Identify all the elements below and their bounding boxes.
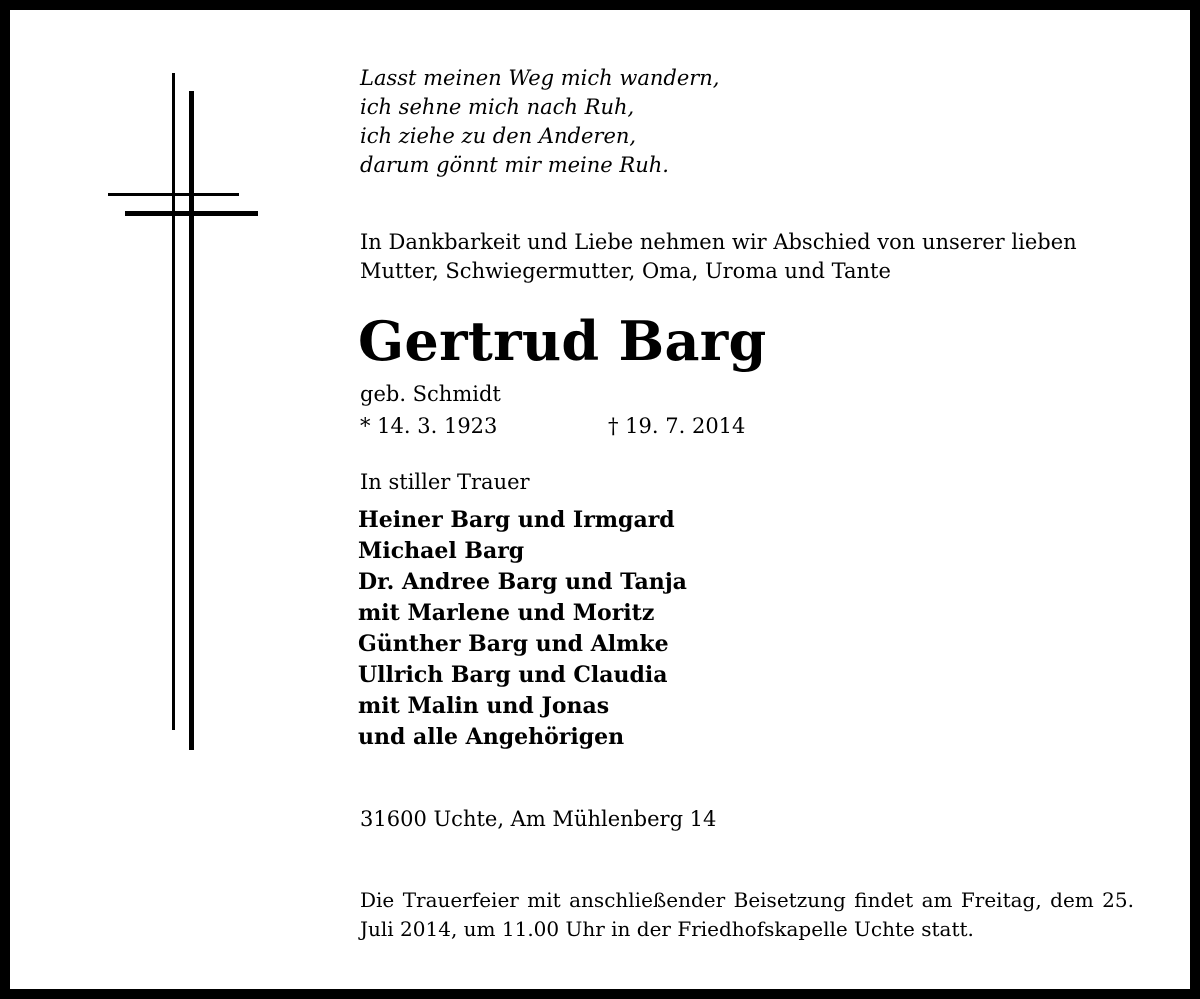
poem-line: Lasst meinen Weg mich wandern, xyxy=(360,66,720,90)
mourner-line: Heiner Barg und Irmgard xyxy=(358,507,675,533)
intro-line: Mutter, Schwiegermutter, Oma, Uroma und Tante xyxy=(360,259,891,283)
address: 31600 Uchte, Am Mühlenberg 14 xyxy=(360,807,717,831)
poem-line: darum gönnt mir meine Ruh. xyxy=(360,153,669,177)
mourner-line: Dr. Andree Barg und Tanja xyxy=(358,569,687,595)
cross-horizontal-upper xyxy=(108,193,239,196)
cross-horizontal-lower xyxy=(125,211,258,216)
intro-line: In Dankbarkeit und Liebe nehmen wir Abschied von unserer lieben xyxy=(360,230,1077,254)
cross-vertical-right xyxy=(189,91,194,750)
death-date: † 19. 7. 2014 xyxy=(608,414,746,438)
intro-text xyxy=(360,228,1077,286)
birth-date: * 14. 3. 1923 xyxy=(360,414,498,438)
mourners-list xyxy=(358,505,687,753)
mourner-line: und alle Angehörigen xyxy=(358,724,625,750)
deceased-name: Gertrud Barg xyxy=(358,309,767,373)
mourner-line: mit Marlene und Moritz xyxy=(358,600,655,626)
funeral-notice: Die Trauerfeier mit anschließender Beisetzung findet am Freitag, dem 25. Juli 2014, um 11.00 Uhr in der Friedhofskapelle Uchte statt. xyxy=(360,888,1134,941)
poem-line: ich ziehe zu den Anderen, xyxy=(360,124,637,148)
mourner-line: Michael Barg xyxy=(358,538,525,564)
maiden-name: geb. Schmidt xyxy=(360,382,501,406)
mourner-line: mit Malin und Jonas xyxy=(358,693,610,719)
mourning-label: In stiller Trauer xyxy=(360,470,530,494)
mourner-line: Ullrich Barg und Claudia xyxy=(358,662,668,688)
poem xyxy=(360,64,719,180)
mourner-line: Günther Barg und Almke xyxy=(358,631,669,657)
poem-line: ich sehne mich nach Ruh, xyxy=(360,95,635,119)
cross-vertical-left xyxy=(172,73,175,730)
